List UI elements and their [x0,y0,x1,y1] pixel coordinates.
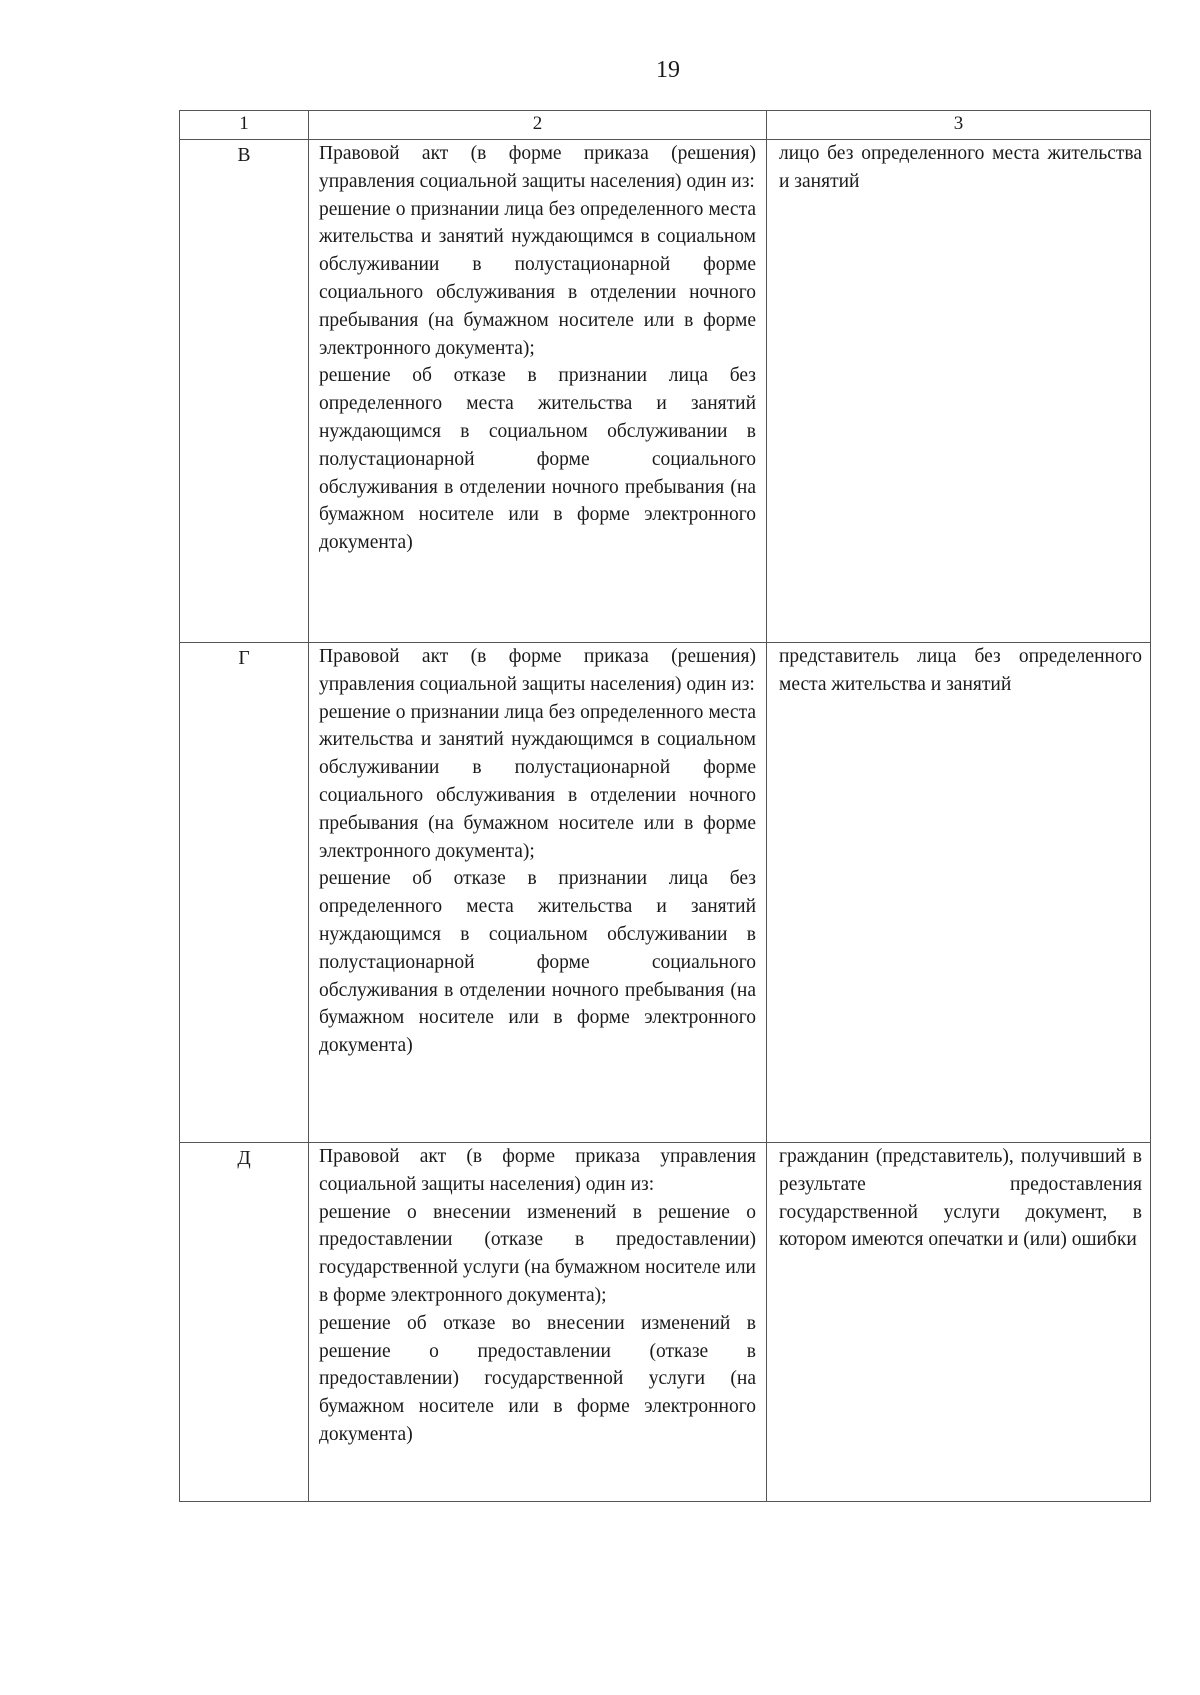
result-description [309,140,767,643]
page-number: 19 [656,57,680,83]
result-paragraph: Правовой акт (в форме приказа управления социальной защиты населения) один из: [319,1146,756,1195]
variant-letter: Д [180,1143,309,1502]
table-row [180,140,1151,643]
table-row [180,1143,1151,1502]
variant-letter: В [180,140,309,643]
applicant-cell [767,643,1151,1143]
result-description [309,643,767,1143]
applicant-text: лицо без определенного места жительства и занятий [779,143,1142,192]
result-paragraph: решение о признании лица без определенного места жительства и занятий нуждающимся в социальном обслуживании в полустационарной форме социального обслуживания в отделении ночного пребывания (на бумажном носителе или в форме электронного документа); [319,198,756,359]
header-col-3: 3 [767,111,1151,140]
variant-letter: Г [180,643,309,1143]
table-header-row [180,111,1151,140]
result-paragraph: решение об отказе в признании лица без определенного места жительства и занятий нуждающимся в социальном обслуживании в полустационарной форме социального обслуживания в отделении ночного пребывания (на бумажном носителе или в форме электронного документа) [319,868,756,1057]
applicant-text: гражданин (представитель), получивший в результате предоставления государственной услуги документ, в котором имеются опечатки и (или) ошибки [779,1146,1142,1251]
header-col-1: 1 [180,111,309,140]
result-paragraph: решение о признании лица без определенного места жительства и занятий нуждающимся в социальном обслуживании в полустационарной форме социального обслуживания в отделении ночного пребывания (на бумажном носителе или в форме электронного документа); [319,701,756,862]
result-paragraph: Правовой акт (в форме приказа (решения) управления социальной защиты населения) один из: [319,646,756,695]
header-col-2: 2 [309,111,767,140]
result-description [309,1143,767,1502]
result-paragraph: решение об отказе в признании лица без определенного места жительства и занятий нуждающимся в социальном обслуживании в полустационарной форме социального обслуживания в отделении ночного пребывания (на бумажном носителе или в форме электронного документа) [319,365,756,554]
results-table [179,110,1151,1502]
result-paragraph: решение о внесении изменений в решение о предоставлении (отказе в предоставлении) государственной услуги (на бумажном носителе или в форме электронного документа); [319,1201,756,1306]
table-row [180,643,1151,1143]
applicant-cell [767,1143,1151,1502]
applicant-text: представитель лица без определенного места жительства и занятий [779,646,1142,695]
result-paragraph: решение об отказе во внесении изменений в решение о предоставлении (отказе в предоставлении) государственной услуги (на бумажном носителе или в форме электронного документа) [319,1312,756,1445]
applicant-cell [767,140,1151,643]
result-paragraph: Правовой акт (в форме приказа (решения) управления социальной защиты населения) один из: [319,143,756,192]
